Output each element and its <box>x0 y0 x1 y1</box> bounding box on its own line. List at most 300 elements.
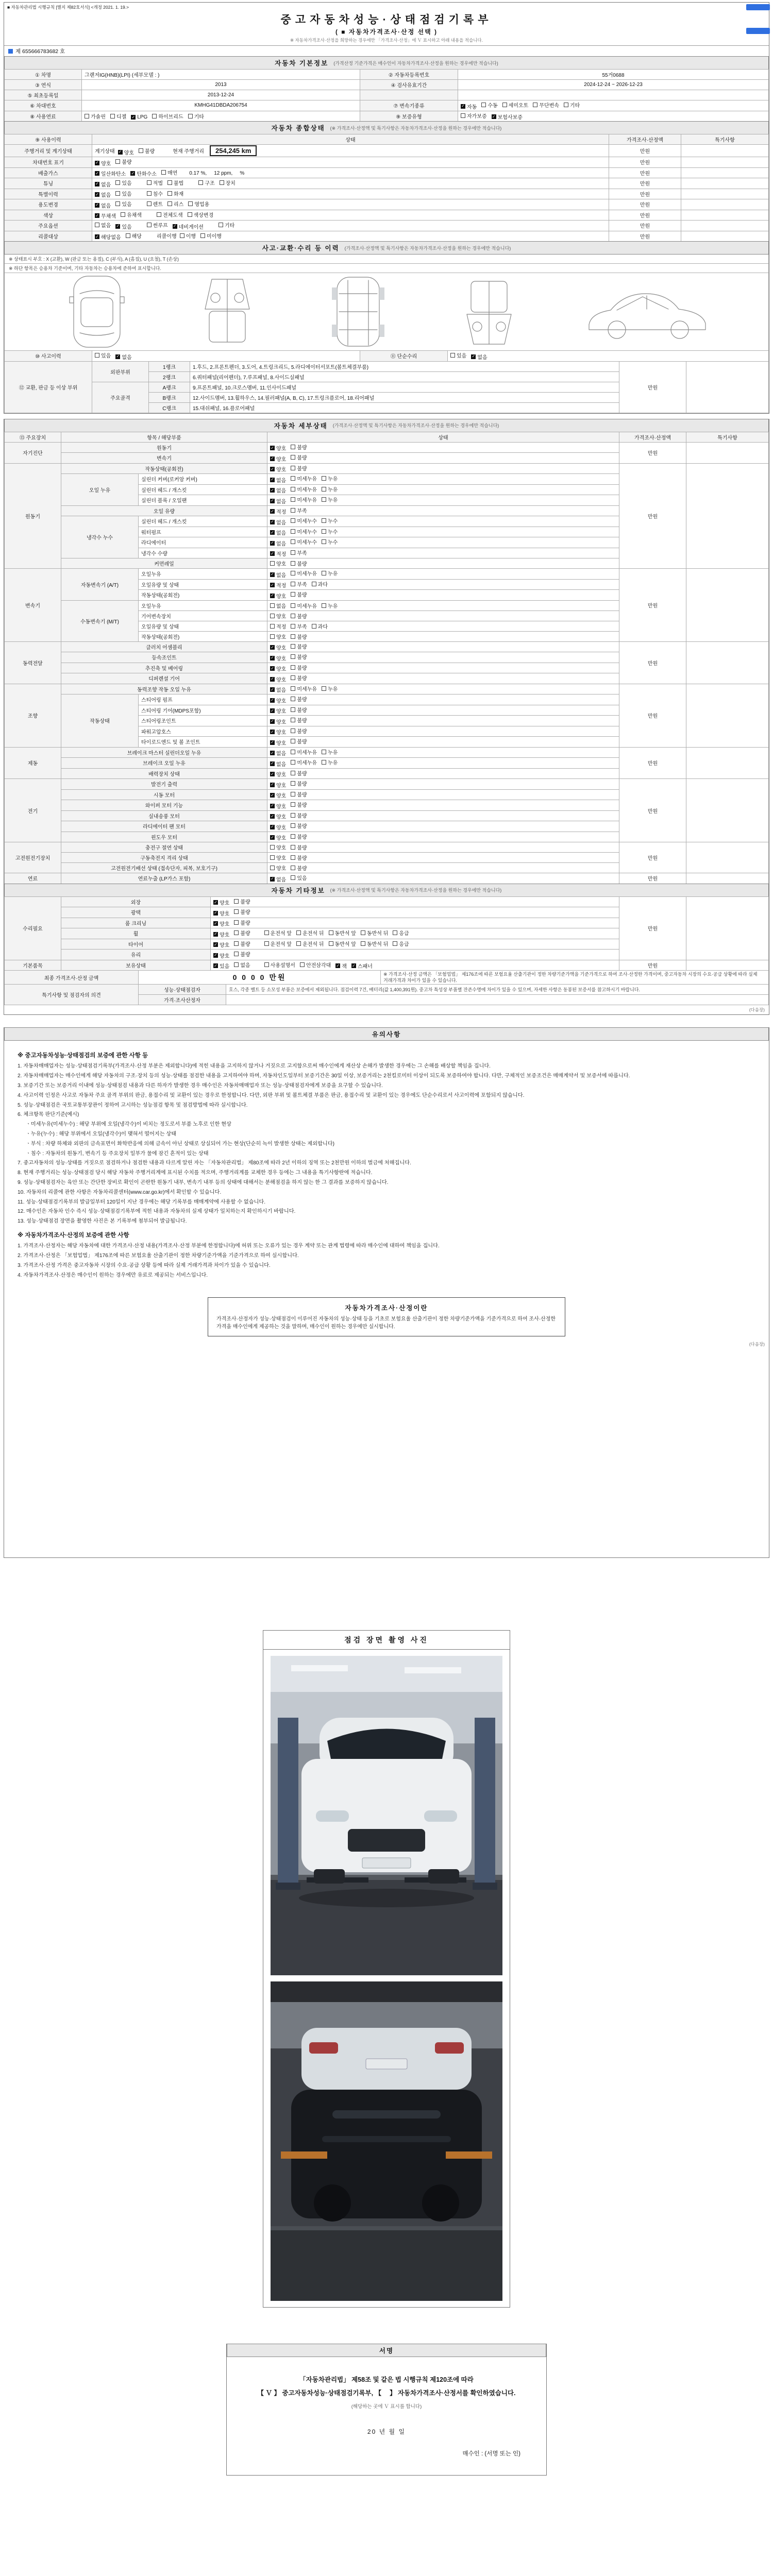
checkbox-checked[interactable] <box>270 791 286 799</box>
checkbox-unchecked[interactable] <box>291 833 307 840</box>
checkbox-unchecked[interactable] <box>95 221 111 229</box>
checkbox-checked[interactable] <box>270 834 286 841</box>
checkbox-unchecked[interactable] <box>291 685 317 692</box>
checkbox-unchecked[interactable] <box>291 801 307 808</box>
checkbox-label: 불량 <box>297 676 307 682</box>
checkbox-unchecked[interactable] <box>291 517 317 524</box>
checkbox-icon <box>95 353 99 358</box>
checkbox-checked[interactable] <box>95 201 111 209</box>
checkbox-unchecked[interactable] <box>234 940 250 947</box>
checkbox-unchecked[interactable] <box>291 633 307 640</box>
inspection-photo-underbody <box>271 1981 502 2301</box>
checkbox-checked[interactable] <box>95 159 111 167</box>
checkbox-label: 없음 <box>101 203 111 209</box>
checkbox-unchecked[interactable] <box>121 211 142 218</box>
cell: 고전원전기장치 <box>5 842 61 873</box>
checkbox-unchecked[interactable] <box>291 822 307 829</box>
cell: ⑤ 최초등록일 <box>5 90 82 100</box>
checkbox-checked[interactable] <box>270 665 286 672</box>
checkbox-unchecked[interactable] <box>291 727 307 735</box>
diagram-side-view-icon <box>581 273 715 350</box>
checkbox-checked[interactable] <box>173 223 204 230</box>
checkbox-checked[interactable] <box>270 654 286 662</box>
checkbox-unchecked[interactable] <box>329 929 356 937</box>
cell <box>267 853 619 863</box>
table-row <box>5 178 769 189</box>
checkbox-unchecked[interactable] <box>198 179 214 187</box>
checkbox-unchecked[interactable] <box>322 517 338 524</box>
checkbox-unchecked[interactable] <box>361 929 388 937</box>
cell: 주행거리 및 계기상태 <box>5 145 92 157</box>
checkbox-checked[interactable] <box>95 191 111 198</box>
inline-label: 0.17 %, <box>189 170 207 176</box>
checkbox-unchecked[interactable] <box>291 474 317 482</box>
checkbox-icon <box>219 223 223 227</box>
checkbox-checked[interactable] <box>270 518 286 526</box>
table-row <box>5 134 769 145</box>
checkbox-checked[interactable] <box>130 170 157 177</box>
checkbox-unchecked[interactable] <box>167 190 183 197</box>
checkbox-unchecked[interactable] <box>291 748 317 756</box>
cell <box>267 611 619 621</box>
checkbox-unchecked[interactable] <box>291 443 307 451</box>
cell: 용도변경 <box>5 199 92 210</box>
checkbox-unchecked[interactable] <box>296 940 324 947</box>
checkbox-label: 불량 <box>297 644 307 650</box>
checkbox-label: 양호 <box>276 467 287 473</box>
checkbox-checked[interactable] <box>213 930 229 938</box>
cell <box>211 950 619 960</box>
checkbox-checked[interactable] <box>270 749 286 757</box>
notice-item: ㆍ침수 : 자동차의 원동기, 변속기 등 주요장치 일부가 물에 잠긴 흔적이 있는 상태 <box>26 1150 209 1157</box>
checkbox-unchecked[interactable] <box>291 674 307 682</box>
checkbox-unchecked[interactable] <box>180 232 196 240</box>
notice-item: ㆍ미세누유(미세누수) : 해당 부위에 오일(냉각수)이 비치는 정도로서 부품 노후로 인한 현상 <box>26 1122 231 1128</box>
checkbox-checked[interactable] <box>270 444 286 452</box>
checkbox-icon <box>291 614 295 618</box>
checkbox-unchecked[interactable] <box>291 695 307 703</box>
checkbox-icon: ✓ <box>271 551 274 556</box>
checkbox-checked[interactable] <box>213 899 229 906</box>
checkbox-checked[interactable] <box>270 802 286 810</box>
checkbox-checked[interactable] <box>270 718 286 725</box>
checkbox-checked[interactable] <box>270 486 286 494</box>
checkbox-unchecked[interactable] <box>291 854 307 861</box>
checkbox-label: 미이행 <box>206 233 222 240</box>
checkbox-icon <box>234 899 239 904</box>
checkbox-unchecked[interactable] <box>219 221 234 229</box>
checkbox-unchecked[interactable] <box>322 758 338 766</box>
cell: 호스, 각종 벨트 등 소모성 부품은 보증에서 제외됩니다. 점검이력 7건, 배터리(값 1,400,391원). 중고차 특성상 부품별 잔존수명에 차이가 있을 수 있으며, 자세한 사항은 동봉된 보증서를 참고하시기 바랍니다. <box>226 985 769 995</box>
checkbox-label: 없음 <box>276 488 287 494</box>
checkbox-checked[interactable] <box>270 529 286 536</box>
cell: 파워고압호스 <box>139 726 267 737</box>
checkbox-checked[interactable] <box>270 875 286 883</box>
cell: 만원 <box>609 221 681 231</box>
checkbox-label: 불법 <box>173 181 184 187</box>
checkbox-unchecked[interactable] <box>152 112 183 120</box>
checkbox-unchecked[interactable] <box>312 580 328 588</box>
checkbox-unchecked[interactable] <box>481 101 497 109</box>
checkbox-unchecked[interactable] <box>167 200 183 208</box>
cell: 특기사항 및 점검자의 의견 <box>5 985 139 1005</box>
checkbox-label: 불량 <box>297 592 307 598</box>
checkbox-unchecked[interactable] <box>291 779 307 787</box>
checkbox-label: 양호 <box>276 836 287 841</box>
checkbox-icon <box>291 750 295 754</box>
checkbox-label: 무단변속 <box>539 103 559 109</box>
checkbox-unchecked[interactable] <box>296 929 324 937</box>
checkbox-unchecked[interactable] <box>291 769 307 777</box>
checkbox-icon <box>234 920 239 925</box>
checkbox-unchecked[interactable] <box>291 569 317 577</box>
final-price: 0 0 0 0 만원 <box>139 971 381 985</box>
checkbox-checked[interactable] <box>213 941 229 948</box>
checkbox-checked[interactable] <box>95 180 111 188</box>
checkbox-unchecked[interactable] <box>291 612 307 620</box>
checkbox-icon <box>322 539 326 544</box>
cell <box>211 907 619 918</box>
checkbox-icon <box>270 603 275 608</box>
checkbox-label: 불량 <box>297 845 307 851</box>
checkbox-unchecked[interactable] <box>461 112 487 120</box>
checkbox-unchecked[interactable] <box>147 200 163 208</box>
cell: ⑬ 주요장치 <box>5 432 61 442</box>
cell <box>686 463 769 569</box>
checkbox-checked[interactable] <box>270 823 286 831</box>
overlay-badge-top[interactable] <box>746 4 770 10</box>
checkbox-unchecked[interactable] <box>220 179 236 187</box>
checkbox-unchecked[interactable] <box>167 179 183 187</box>
checkbox-checked[interactable] <box>270 476 286 484</box>
checkbox-icon <box>167 191 172 196</box>
checkbox-unchecked[interactable] <box>264 940 292 947</box>
checkbox-label: 해당 <box>131 233 142 240</box>
cell <box>267 873 619 884</box>
checkbox-unchecked[interactable] <box>234 961 250 969</box>
section-title: 서명 <box>379 2347 394 2355</box>
checkbox-label: 미세누수 <box>297 529 317 535</box>
checkbox-unchecked[interactable] <box>188 112 204 120</box>
checkbox-label: 양호 <box>276 698 287 704</box>
checkbox-unchecked[interactable] <box>291 874 307 882</box>
checkbox-unchecked[interactable] <box>322 685 338 692</box>
checkbox-unchecked[interactable] <box>291 737 307 745</box>
cell: ※ 가격조사·산정 금액은 「보험업법」 제176조에 따른 보험요율 산출기관이 정한 차량기준가액을 기준가격으로 하여 조사·산정한 가격이며, 중고자동차 시장의 수요·공급 상황에 따라 실제 거래가격과 차이가 있을 수 있습니다. <box>381 971 769 985</box>
table-row <box>5 351 769 362</box>
checkbox-unchecked[interactable] <box>291 580 307 588</box>
section-title: 사고·교환·수리 등 이력 <box>262 245 340 252</box>
checkbox-icon: ✓ <box>271 509 274 514</box>
checkbox-unchecked[interactable] <box>234 919 250 926</box>
checkbox-unchecked[interactable] <box>502 101 529 109</box>
checkbox-unchecked[interactable] <box>291 843 307 851</box>
checkbox-checked[interactable] <box>95 170 126 177</box>
cell: 워터펌프 <box>139 527 267 537</box>
checkbox-label: 매연 <box>167 170 178 176</box>
checkbox-label: 없음 <box>122 354 132 361</box>
checkbox-checked[interactable] <box>270 539 286 547</box>
checkbox-unchecked[interactable] <box>200 232 222 240</box>
checkbox-unchecked[interactable] <box>291 664 307 671</box>
cell: 연료누출 (LP가스 포함) <box>61 873 267 884</box>
checkbox-icon <box>167 201 172 206</box>
checkbox-label: 불량 <box>297 718 307 724</box>
checkbox-unchecked[interactable] <box>322 474 338 482</box>
checkbox-unchecked[interactable] <box>234 929 250 937</box>
checkbox-unchecked[interactable] <box>533 101 559 109</box>
checkbox-checked[interactable] <box>270 643 286 651</box>
checkbox-label: 있음 <box>122 202 132 208</box>
checkbox-label: 양호 <box>276 783 287 789</box>
checkbox-checked[interactable] <box>95 212 116 219</box>
checkbox-checked[interactable] <box>131 114 147 120</box>
signature-signer-line[interactable]: 매수인 : (서명 또는 인) <box>462 2451 520 2458</box>
checkbox-icon <box>167 180 172 185</box>
checkbox-checked[interactable] <box>270 465 286 473</box>
checkbox-unchecked[interactable] <box>161 168 177 176</box>
checkbox-label: 양호 <box>276 677 287 683</box>
checkbox-icon <box>322 760 326 765</box>
checkbox-checked[interactable] <box>118 148 134 156</box>
checkbox-checked[interactable] <box>270 812 286 820</box>
checkbox-unchecked[interactable] <box>291 602 317 609</box>
checkbox-icon <box>270 845 275 850</box>
cell: 스티어링 펌프 <box>139 694 267 705</box>
notice-item: 1. 가격조사·산정자는 해당 자동차에 대한 가격조사·산정 내용(가격조사·산정 부분에 한정합니다)에 허위 또는 오류가 있는 경우 계약 또는 관계 법령에 따라 매수인에 대하여 책임을 집니다. <box>18 1243 440 1249</box>
checkbox-checked[interactable] <box>335 962 347 970</box>
checkbox-label: 있음 <box>122 224 132 230</box>
checkbox-label: 없음 <box>276 531 287 536</box>
checkbox-unchecked[interactable] <box>126 232 142 240</box>
cell: 만원 <box>619 442 686 463</box>
checkbox-checked[interactable] <box>270 697 286 704</box>
checkbox-unchecked[interactable] <box>450 351 466 359</box>
checkbox-unchecked[interactable] <box>115 190 131 197</box>
checkbox-unchecked[interactable] <box>291 464 307 472</box>
checkbox-unchecked[interactable] <box>264 961 295 969</box>
checkbox-checked[interactable] <box>95 233 121 241</box>
checkbox-label: 없음 <box>477 354 488 361</box>
table-row <box>5 210 769 221</box>
checkbox-unchecked[interactable] <box>291 528 317 535</box>
checkbox-checked[interactable] <box>270 581 286 589</box>
checkbox-checked[interactable] <box>492 113 523 121</box>
checkbox-checked[interactable] <box>270 675 286 683</box>
checkbox-unchecked[interactable] <box>234 897 250 905</box>
checkbox-icon: ✓ <box>271 803 274 808</box>
cell: 1.후드, 2.프론트펜더, 3.도어, 4.트렁크리드, 5.라디에이터서포트(볼트체결부품) <box>190 361 619 371</box>
checkbox-unchecked[interactable] <box>291 790 307 798</box>
cell: 클러치 어셈블리 <box>61 641 267 652</box>
checkbox-unchecked[interactable] <box>322 538 338 546</box>
checkbox-checked[interactable] <box>270 686 286 693</box>
checkbox-unchecked[interactable] <box>188 211 214 218</box>
checkbox-unchecked[interactable] <box>270 622 286 630</box>
legend-note: ※ 하단 항목은 승용차 기준이며, 기타 자동차는 승용차에 준하여 표시합니다. <box>4 264 769 273</box>
checkbox-unchecked[interactable] <box>270 612 286 620</box>
checkbox-unchecked[interactable] <box>312 622 328 630</box>
checkbox-unchecked[interactable] <box>291 653 307 660</box>
title-block <box>4 11 769 45</box>
checkbox-checked[interactable] <box>461 103 477 110</box>
checkbox-unchecked[interactable] <box>270 633 286 640</box>
photo-section-title: 점검 장면 촬영 사진 <box>263 1631 510 1650</box>
checkbox-label: 미세누수 <box>297 540 317 546</box>
cell <box>267 821 619 832</box>
checkbox-unchecked[interactable] <box>110 112 126 120</box>
checkbox-unchecked[interactable] <box>291 758 317 766</box>
checkbox-unchecked[interactable] <box>291 864 307 872</box>
checkbox-unchecked[interactable] <box>291 706 307 714</box>
checkbox-checked[interactable] <box>270 571 286 579</box>
cell: 실린더 블록 / 오일팬 <box>139 495 267 506</box>
checkbox-unchecked[interactable] <box>291 560 307 567</box>
checkbox-unchecked[interactable] <box>322 496 338 503</box>
checkbox-unchecked[interactable] <box>322 528 338 535</box>
checkbox-unchecked[interactable] <box>270 864 286 872</box>
checkbox-unchecked[interactable] <box>234 908 250 916</box>
checkbox-checked[interactable] <box>270 550 286 557</box>
checkbox-icon: ✓ <box>214 963 217 968</box>
checkbox-label: 무채색 <box>101 214 116 219</box>
checkbox-label: 불량 <box>297 728 307 735</box>
checkbox-unchecked[interactable] <box>147 221 168 229</box>
cell: 만원 <box>619 569 686 642</box>
checkbox-label: 없음 <box>276 761 287 768</box>
cell: 12.사이드멤버, 13.휠하우스, 14.필러패널(A, B, C), 17.트렁크플로어, 18.리어패널 <box>190 392 619 402</box>
cell <box>211 939 619 950</box>
cell <box>267 579 619 590</box>
checkbox-checked[interactable] <box>270 728 286 736</box>
section-header-overall-condition <box>4 121 769 134</box>
checkbox-icon <box>291 718 295 722</box>
checkbox-checked[interactable] <box>213 909 229 917</box>
checkbox-icon: ✓ <box>214 900 217 905</box>
checkbox-unchecked[interactable] <box>147 179 163 187</box>
checkbox-unchecked[interactable] <box>291 538 317 546</box>
checkbox-label: 네비게이션 <box>178 224 204 230</box>
checkbox-unchecked[interactable] <box>291 811 307 819</box>
checkbox-icon <box>291 834 295 839</box>
checkbox-unchecked[interactable] <box>115 200 131 208</box>
checkbox-unchecked[interactable] <box>361 940 388 947</box>
checkbox-icon <box>291 561 295 566</box>
checkbox-checked[interactable] <box>270 739 286 747</box>
checkbox-icon <box>85 114 89 118</box>
section-note: (가격조사·산정액 및 특기사항은 자동차가격조사·산정을 원하는 경우에만 적습니다) <box>344 245 511 251</box>
checkbox-unchecked[interactable] <box>270 602 286 609</box>
cell: 수리필요 <box>5 896 61 960</box>
checkbox-checked[interactable] <box>270 770 286 778</box>
checkbox-unchecked[interactable] <box>329 940 356 947</box>
cell <box>267 442 619 453</box>
cell: 만원 <box>609 189 681 199</box>
checkbox-checked[interactable] <box>351 962 373 970</box>
checkbox-unchecked[interactable] <box>322 569 338 577</box>
checkbox-unchecked[interactable] <box>291 622 307 630</box>
checkbox-checked[interactable] <box>270 592 286 600</box>
checkbox-unchecked[interactable] <box>270 843 286 851</box>
checkbox-icon <box>291 644 295 649</box>
checkbox-icon: ✓ <box>116 224 120 228</box>
checkbox-unchecked[interactable] <box>234 950 250 958</box>
overlay-badge-second[interactable] <box>746 28 770 34</box>
cell: 만원 <box>619 747 686 779</box>
checkbox-checked[interactable] <box>471 353 487 361</box>
checkbox-checked[interactable] <box>213 920 229 927</box>
cell: 만원 <box>619 842 686 873</box>
checkbox-unchecked[interactable] <box>147 190 163 197</box>
checkbox-label: 안전삼각대 <box>306 962 331 969</box>
checkbox-unchecked[interactable] <box>300 961 331 969</box>
table-row <box>5 231 769 242</box>
checkbox-checked[interactable] <box>270 455 286 463</box>
checkbox-unchecked[interactable] <box>322 602 338 609</box>
checkbox-unchecked[interactable] <box>85 112 106 120</box>
checkbox-checked[interactable] <box>270 707 286 715</box>
checkbox-checked[interactable] <box>270 760 286 768</box>
checkbox-checked[interactable] <box>270 497 286 505</box>
checkbox-unchecked[interactable] <box>291 453 307 461</box>
checkbox-unchecked[interactable] <box>393 940 409 947</box>
checkbox-checked[interactable] <box>270 507 286 515</box>
checkbox-unchecked[interactable] <box>564 101 580 109</box>
checkbox-unchecked[interactable] <box>291 549 307 556</box>
cell <box>267 810 619 821</box>
checkbox-unchecked[interactable] <box>95 351 111 359</box>
checkbox-unchecked[interactable] <box>115 158 131 165</box>
checkbox-unchecked[interactable] <box>188 200 209 208</box>
cell <box>267 789 619 800</box>
checkbox-label: 없음 <box>276 478 287 484</box>
checkbox-unchecked[interactable] <box>322 748 338 756</box>
checkbox-icon: ✓ <box>95 171 99 176</box>
cell: 특기사항 <box>681 134 769 145</box>
checkbox-label: 응급 <box>399 931 409 937</box>
checkbox-icon: ✓ <box>214 942 217 947</box>
checkbox-unchecked[interactable] <box>157 211 183 218</box>
checkbox-unchecked[interactable] <box>115 179 131 187</box>
checkbox-checked[interactable] <box>115 223 131 230</box>
checkbox-label: 세미오토 <box>508 103 529 109</box>
checkbox-unchecked[interactable] <box>291 506 307 514</box>
checkbox-checked[interactable] <box>213 952 229 959</box>
checkbox-unchecked[interactable] <box>139 147 155 155</box>
section-header-basic-info <box>4 56 769 70</box>
checkbox-label: 양호 <box>124 150 134 156</box>
checkbox-unchecked[interactable] <box>393 929 409 937</box>
signature-page <box>226 2344 547 2476</box>
checkbox-checked[interactable] <box>270 781 286 789</box>
checkbox-unchecked[interactable] <box>291 642 307 650</box>
checkbox-checked[interactable] <box>213 962 229 970</box>
table-row <box>5 70 769 80</box>
checkbox-icon <box>291 592 295 597</box>
checkbox-icon <box>291 802 295 807</box>
checkbox-unchecked[interactable] <box>291 590 307 598</box>
checkbox-label: 양호 <box>276 719 287 725</box>
checkbox-label: 불량 <box>240 899 250 905</box>
checkbox-unchecked[interactable] <box>264 929 292 937</box>
checkbox-unchecked[interactable] <box>291 716 307 724</box>
checkbox-unchecked[interactable] <box>270 854 286 861</box>
checkbox-unchecked[interactable] <box>322 485 338 493</box>
checkbox-unchecked[interactable] <box>291 485 317 493</box>
checkbox-unchecked[interactable] <box>270 560 286 567</box>
checkbox-unchecked[interactable] <box>291 496 317 503</box>
checkbox-checked[interactable] <box>115 353 131 361</box>
